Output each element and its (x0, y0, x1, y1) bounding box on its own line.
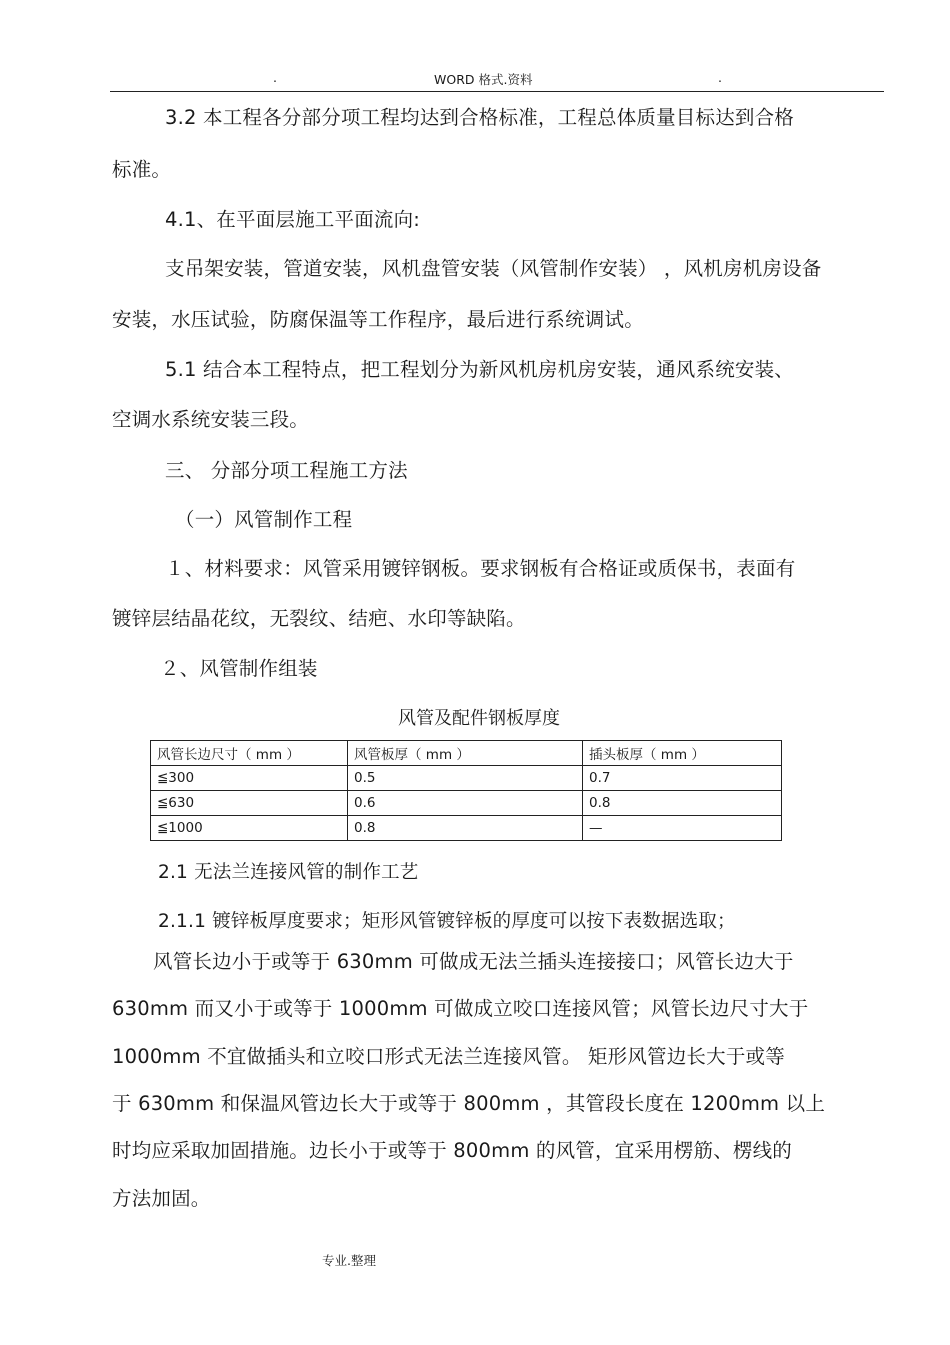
paragraph-flow-line-1: 支吊架安装，管道安装，风机盘管安装（风管制作安装） ，风机房机房设备 (165, 257, 822, 280)
paragraph-duct-line-6: 方法加固。 (112, 1187, 211, 1210)
table-cell: 0.6 (348, 791, 583, 816)
table-cell: ≦1000 (151, 816, 348, 841)
table-header-cell: 风管板厚（ mm ） (348, 741, 583, 766)
table-header-cell: 风管长边尺寸（ mm ） (151, 741, 348, 766)
paragraph-duct-line-5: 时均应采取加固措施。边长小于或等于 800mm 的风管，宜采用楞筋、楞线的 (112, 1139, 793, 1162)
paragraph-2-1-1: 2.1.1 镀锌板厚度要求；矩形风管镀锌板的厚度可以按下表数据选取； (158, 911, 736, 932)
paragraph-4-1: 4.1、在平面层施工平面流向: (165, 208, 421, 231)
subsection-heading-1: （一）风管制作工程 (175, 508, 353, 531)
table-row (151, 766, 782, 791)
paragraph-duct-line-2: 630mm 而又小于或等于 1000mm 可做成立咬口连接风管；风管长边尺寸大于 (112, 997, 809, 1020)
table-cell: 0.7 (583, 766, 782, 791)
paragraph-material-line-1: １、材料要求：风管采用镀锌钢板。要求钢板有合格证或质保书，表面有 (165, 557, 796, 580)
thickness-table (150, 740, 782, 841)
table-cell: ≦630 (151, 791, 348, 816)
footer-text: 专业.整理 (322, 1253, 376, 1268)
table-caption: 风管及配件钢板厚度 (398, 708, 560, 729)
header-divider (110, 91, 884, 92)
paragraph-duct-line-1: 风管长边小于或等于 630mm 可做成无法兰插头连接接口；风管长边大于 (153, 950, 794, 973)
paragraph-duct-line-4: 于 630mm 和保温风管边长大于或等于 800mm ，其管段长度在 1200mm 以上 (112, 1092, 826, 1115)
table-cell: ≦300 (151, 766, 348, 791)
table-header-row (151, 741, 782, 766)
paragraph-flow-line-2: 安装，水压试验，防腐保温等工作程序，最后进行系统调试。 (112, 308, 644, 331)
paragraph-assembly: ２、风管制作组装 (160, 657, 318, 680)
table-row (151, 791, 782, 816)
table-cell: 0.8 (348, 816, 583, 841)
table-row (151, 816, 782, 841)
header-right-dot: . (718, 70, 722, 85)
table-cell: 0.8 (583, 791, 782, 816)
paragraph-5-1-line-2: 空调水系统安装三段。 (112, 408, 310, 431)
paragraph-3-2-line-2: 标准。 (112, 158, 172, 181)
paragraph-2-1: 2.1 无法兰连接风管的制作工艺 (158, 862, 419, 883)
paragraph-duct-line-3: 1000mm 不宜做插头和立咬口形式无法兰连接风管。 矩形风管边长大于或等 (112, 1045, 785, 1068)
header-left-dot: . (273, 70, 277, 85)
paragraph-material-line-2: 镀锌层结晶花纹，无裂纹、结疤、水印等缺陷。 (112, 607, 526, 630)
paragraph-3-2-line-1: 3.2 本工程各分部分项工程均达到合格标准，工程总体质量目标达到合格 (165, 106, 795, 129)
header-title: WORD 格式.资料 (434, 72, 533, 87)
table-cell: 0.5 (348, 766, 583, 791)
table-cell: — (583, 816, 782, 841)
section-heading-3: 三、 分部分项工程施工方法 (165, 459, 408, 482)
paragraph-5-1-line-1: 5.1 结合本工程特点，把工程划分为新风机房机房安装，通风系统安装、 (165, 358, 795, 381)
table-header-cell: 插头板厚（ mm ） (583, 741, 782, 766)
